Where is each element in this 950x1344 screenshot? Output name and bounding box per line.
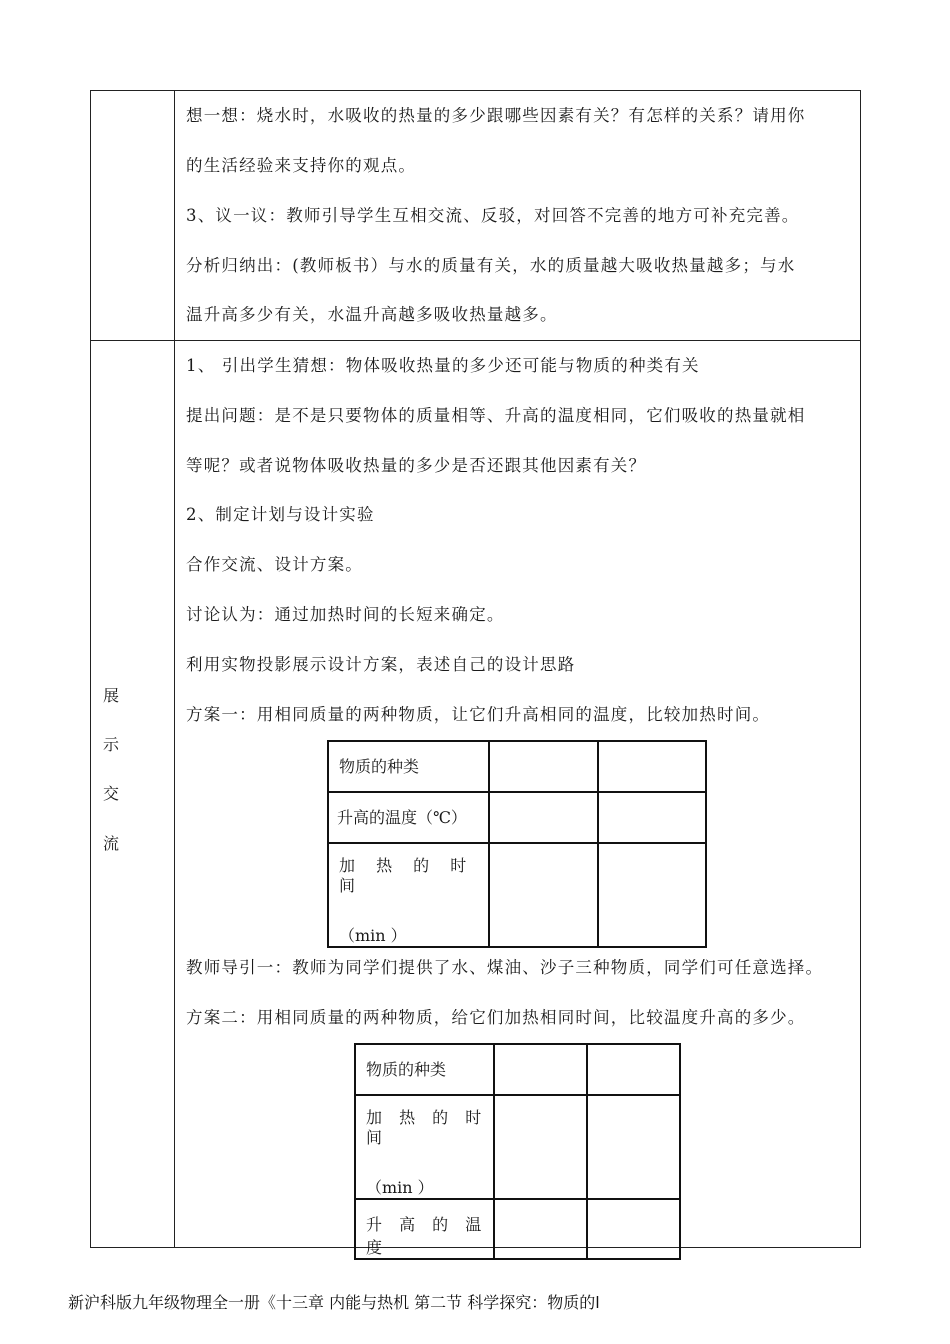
- table-cell-text: 加 热 的 时 间: [339, 856, 475, 895]
- text-line: 的生活经验来支持你的观点。: [186, 156, 417, 175]
- text-line: 3、议一议：教师引导学生互相交流、反驳，对回答不完善的地方可补充完善。: [186, 206, 800, 225]
- plan-one-table: [327, 740, 707, 948]
- plan-two-table: [354, 1043, 681, 1260]
- text-line: 等呢？或者说物体吸收热量的多少是否还跟其他因素有关？: [186, 456, 647, 475]
- table-cell: [587, 1044, 680, 1095]
- text-line: 利用实物投影展示设计方案，表述自己的设计思路: [186, 655, 576, 674]
- row-divider: [90, 340, 861, 341]
- section-label-char: 展: [102, 686, 119, 705]
- table-cell: 物质的种类: [328, 741, 489, 792]
- table-cell: 升 高 的 温 度: [355, 1199, 494, 1259]
- section-label-char: 示: [102, 735, 119, 754]
- text-line: 提出问题：是不是只要物体的质量相等、升高的温度相同，它们吸收的热量就相: [186, 406, 806, 425]
- text-line: 方案二：用相同质量的两种物质，给它们加热相同时间，比较温度升高的多少。: [186, 1008, 806, 1027]
- text-line: 温升高多少有关，水温升高越多吸收热量越多。: [186, 305, 558, 324]
- table-cell: [494, 1095, 587, 1199]
- text-line: 1、 引出学生猜想：物体吸收热量的多少还可能与物质的种类有关: [186, 356, 700, 375]
- page-footer: 新沪科版九年级物理全一册《十三章 内能与热机 第二节 科学探究：物质的l: [68, 1293, 600, 1312]
- section-label-char: 交: [102, 784, 119, 803]
- text-line: 2、制定计划与设计实验: [186, 505, 375, 524]
- table-cell: [489, 741, 597, 792]
- text-line: 讨论认为：通过加热时间的长短来确定。: [186, 605, 505, 624]
- table-cell: [598, 843, 706, 947]
- table-cell-text: （min ）: [366, 1178, 434, 1197]
- table-cell: [355, 1095, 494, 1199]
- table-cell: [598, 741, 706, 792]
- table-cell: [489, 843, 597, 947]
- text-line: 合作交流、设计方案。: [186, 555, 363, 574]
- text-line: 方案一：用相同质量的两种物质，让它们升高相同的温度，比较加热时间。: [186, 705, 771, 724]
- table-cell: [587, 1095, 680, 1199]
- table-cell-text: 加 热 的 时 间: [366, 1108, 488, 1147]
- table-cell-text: （min ）: [339, 926, 407, 945]
- table-cell: [587, 1199, 680, 1259]
- table-cell: [328, 843, 489, 947]
- text-line: 教师导引一：教师为同学们提供了水、煤油、沙子三种物质，同学们可任意选择。: [186, 958, 824, 977]
- table-cell: [494, 1199, 587, 1259]
- text-line: 想一想：烧水时，水吸收的热量的多少跟哪些因素有关？有怎样的关系？请用你: [186, 106, 806, 125]
- table-cell: 升高的温度（℃）: [328, 792, 489, 843]
- text-line: 分析归纳出：(教师板书）与水的质量有关，水的质量越大吸收热量越多；与水: [186, 256, 796, 275]
- section-label-char: 流: [102, 834, 119, 853]
- table-cell: [494, 1044, 587, 1095]
- column-divider: [174, 90, 175, 1248]
- table-cell: 物质的种类: [355, 1044, 494, 1095]
- table-cell: [598, 792, 706, 843]
- table-cell: [489, 792, 597, 843]
